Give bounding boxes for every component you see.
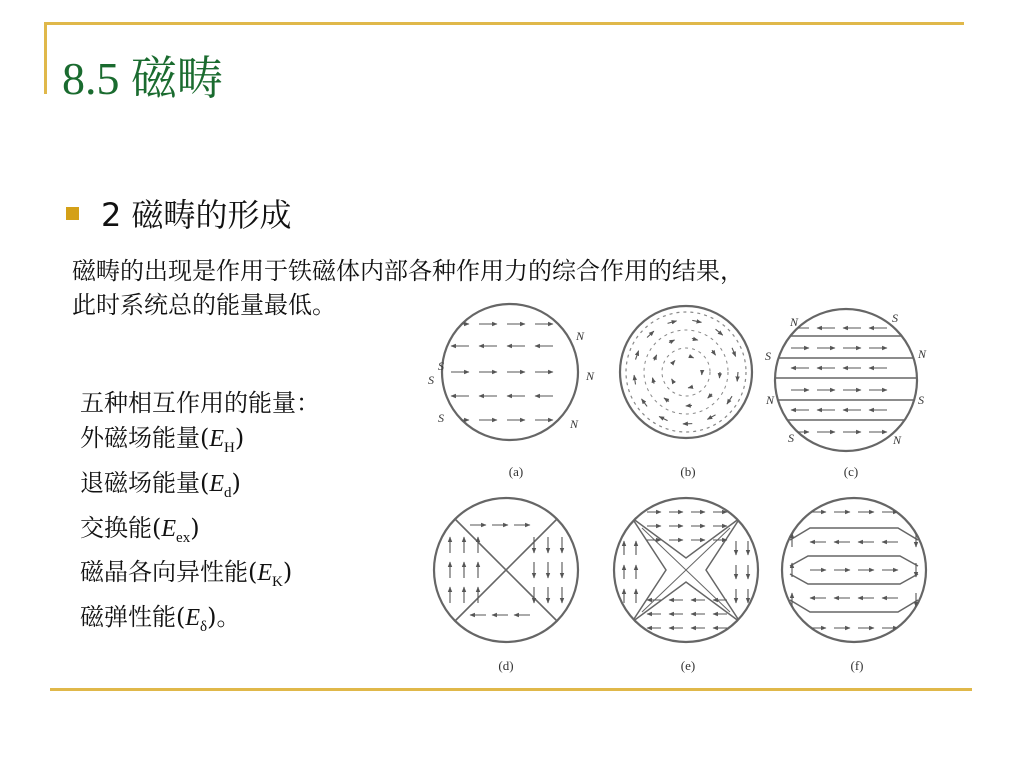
magnetization-arrow [692, 339, 698, 341]
caption-b: (b) [680, 464, 696, 479]
magnetization-arrow [686, 405, 692, 406]
energy-item [80, 555, 320, 600]
paragraph-line: 磁畴的出现是作用于铁磁体内部各种作用力的综合作用的结果， [72, 257, 744, 285]
domain-diagram [420, 300, 960, 685]
energy-symbol: E [161, 515, 177, 542]
pole-label-n: N [586, 369, 595, 383]
pole-label-n: N [918, 347, 927, 361]
bottom-rule [50, 688, 972, 691]
magnetization-arrow [654, 355, 657, 361]
energy-suffix: ) [190, 513, 200, 542]
domain-wall [790, 528, 918, 540]
domain-wall [790, 574, 918, 584]
pole-label-n: N [570, 417, 579, 431]
domain-ring [644, 330, 728, 414]
energy-subscript: K [272, 574, 283, 591]
energy-suffix: ) [282, 558, 293, 587]
caption-a: (a) [508, 464, 524, 479]
magnetization-arrow [691, 357, 694, 358]
section-heading [66, 190, 292, 236]
energy-symbol: E [209, 426, 225, 452]
energy-item [80, 511, 320, 556]
energy-subscript: δ [200, 618, 208, 635]
energy-label: 交换能( [80, 513, 162, 542]
magnetization-arrow [688, 387, 691, 388]
energy-suffix: ) [231, 468, 241, 497]
magnetization-arrow [727, 396, 732, 404]
energy-item [80, 421, 320, 466]
pole-label-s: S [918, 393, 924, 407]
energy-label: 磁晶各向异性能( [80, 558, 258, 587]
energy-item [80, 466, 320, 511]
magnetization-arrow [668, 321, 677, 324]
energy-suffix: )。 [207, 603, 241, 632]
caption-c: (c) [843, 464, 859, 479]
pole-label-n: N [766, 393, 775, 407]
left-rule [44, 22, 47, 94]
magnetization-arrow [652, 378, 654, 384]
pole-label-s: S [892, 311, 898, 325]
magnetization-arrow [708, 394, 712, 398]
magnetization-arrow [716, 329, 723, 335]
domain-circle-b [620, 306, 752, 438]
magnetization-arrow [664, 398, 669, 402]
energy-symbol: E [257, 560, 273, 587]
top-rule [44, 22, 964, 25]
energy-label: 退磁场能量( [80, 468, 210, 497]
energy-list-intro: 五种相互作用的能量： [80, 389, 320, 417]
domain-wall [790, 556, 918, 566]
energy-label: 外磁场能量( [80, 424, 210, 452]
pole-label-s: S [765, 349, 771, 363]
energy-symbol: E [185, 605, 201, 632]
magnetization-arrow [636, 351, 639, 360]
square-bullet-icon [66, 207, 79, 220]
magnetization-arrow [669, 340, 675, 343]
energy-subscript: H [224, 439, 235, 456]
domain-ring [662, 348, 710, 396]
magnetization-arrow [642, 399, 648, 407]
magnetization-arrow [692, 320, 701, 322]
energy-item [80, 600, 320, 645]
pole-label-s: S [438, 411, 444, 425]
domain-circle-f [782, 498, 926, 642]
energy-suffix: ) [234, 424, 245, 452]
magnetization-arrow [737, 372, 738, 381]
energy-subscript: d [224, 484, 232, 501]
energy-subscript: ex [176, 529, 191, 546]
pole-label-s: S [788, 431, 794, 445]
energy-list [80, 386, 320, 645]
domain-wall [790, 600, 918, 612]
energy-label: 磁弹性能( [80, 603, 186, 632]
magnetization-arrow [634, 375, 635, 384]
magnetization-arrow [707, 415, 715, 420]
pole-label-n: N [893, 433, 902, 447]
caption-d: (d) [498, 658, 514, 673]
energy-symbol: E [209, 470, 225, 497]
paragraph-line: 此时系统总的能量最低。 [72, 291, 336, 319]
pole-label-n: N [790, 315, 799, 329]
magnetization-arrow [659, 417, 667, 421]
magnetization-arrow [647, 331, 654, 337]
magnetization-arrow [672, 379, 673, 381]
magnetization-arrow [712, 350, 715, 355]
magnetization-arrow [719, 372, 720, 378]
domain-circle-c [775, 309, 917, 451]
magnetization-arrow [673, 360, 675, 362]
magnetization-arrow [732, 348, 736, 357]
pole-label-n: N [576, 329, 585, 343]
pole-labels [428, 311, 927, 447]
caption-f: (f) [850, 658, 864, 673]
heading-text: 2 磁畴的形成 [101, 196, 292, 234]
slide-title: 8.5 磁畴 [62, 53, 223, 104]
pole-label-s: S [428, 373, 434, 387]
pole-label-s: S [438, 359, 444, 373]
caption-e: (e) [680, 658, 696, 673]
